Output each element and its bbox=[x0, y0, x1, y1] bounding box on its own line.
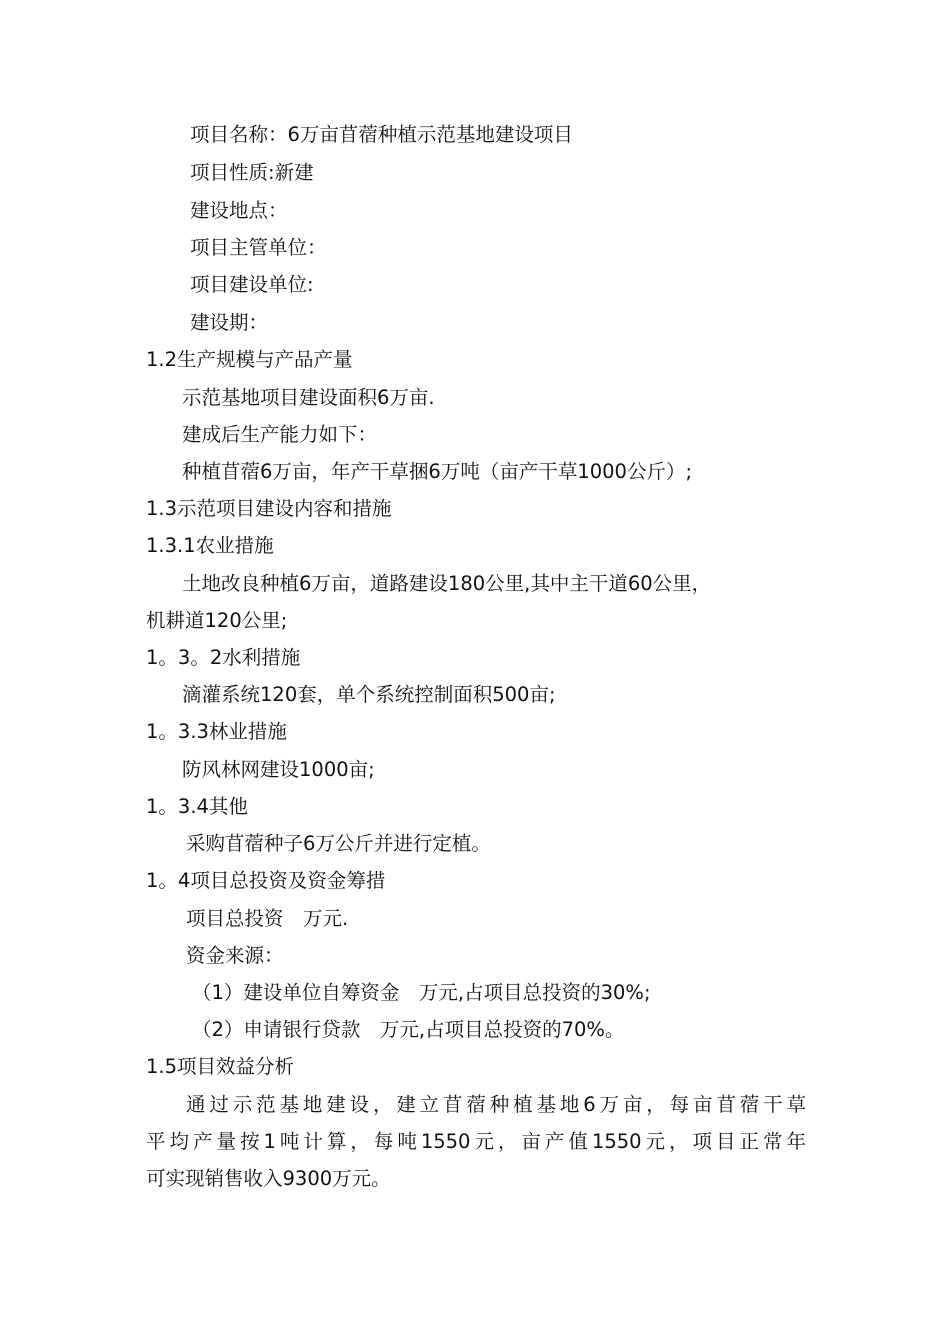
project-name-line: 项目名称：6万亩苜蓿种植示范基地建设项目 bbox=[190, 123, 573, 146]
construction-site-line: 建设地点： bbox=[190, 199, 288, 222]
paragraph-line: 防风林网建设1000亩; bbox=[182, 758, 375, 781]
paragraph-line: 土地改良种植6万亩，道路建设180公里,其中主干道60公里， bbox=[182, 572, 712, 595]
paragraph-line: 可实现销售收入9300万元。 bbox=[146, 1167, 391, 1190]
paragraph-line: 机耕道120公里; bbox=[146, 609, 288, 632]
paragraph-line: 采购苜蓿种子6万公斤并进行定植。 bbox=[186, 832, 491, 855]
funding-item-1: （1）建设单位自筹资金 万元,占项目总投资的30%; bbox=[192, 981, 651, 1004]
paragraph-line: 项目总投资 万元. bbox=[186, 907, 349, 930]
section-heading-1-4: 1。4项目总投资及资金筹措 bbox=[146, 869, 386, 892]
paragraph-line: 滴灌系统120套，单个系统控制面积500亩; bbox=[182, 683, 556, 706]
paragraph-line: 示范基地项目建设面积6万亩. bbox=[182, 386, 435, 409]
section-heading-1-3-2: 1。3。2水利措施 bbox=[146, 646, 301, 669]
section-heading-1-3: 1.3示范项目建设内容和措施 bbox=[146, 497, 392, 520]
supervising-unit-line: 项目主管单位： bbox=[190, 236, 327, 259]
section-heading-1-3-4: 1。3.4其他 bbox=[146, 795, 248, 818]
section-heading-1-2: 1.2生产规模与产品产量 bbox=[146, 348, 353, 371]
paragraph-line: 种植苜蓿6万亩，年产干草捆6万吨（亩产干草1000公斤）; bbox=[182, 460, 693, 483]
section-heading-1-5: 1.5项目效益分析 bbox=[146, 1055, 295, 1078]
section-heading-1-3-1: 1.3.1农业措施 bbox=[146, 534, 274, 557]
construction-unit-line: 项目建设单位: bbox=[190, 273, 314, 296]
section-heading-1-3-3: 1。3.3林业措施 bbox=[146, 720, 287, 743]
paragraph-line: 通过示范基地建设，建立苜蓿种植基地6万亩，每亩苜蓿干草 bbox=[186, 1093, 806, 1116]
paragraph-line: 资金来源： bbox=[186, 944, 284, 967]
project-nature-line: 项目性质:新建 bbox=[190, 161, 314, 184]
paragraph-line: 建成后生产能力如下： bbox=[182, 423, 378, 446]
paragraph-line: 平均产量按1吨计算，每吨1550元，亩产值1550元，项目正常年 bbox=[146, 1130, 806, 1153]
construction-period-line: 建设期： bbox=[190, 311, 269, 334]
funding-item-2: （2）申请银行贷款 万元,占项目总投资的70%。 bbox=[192, 1018, 625, 1041]
